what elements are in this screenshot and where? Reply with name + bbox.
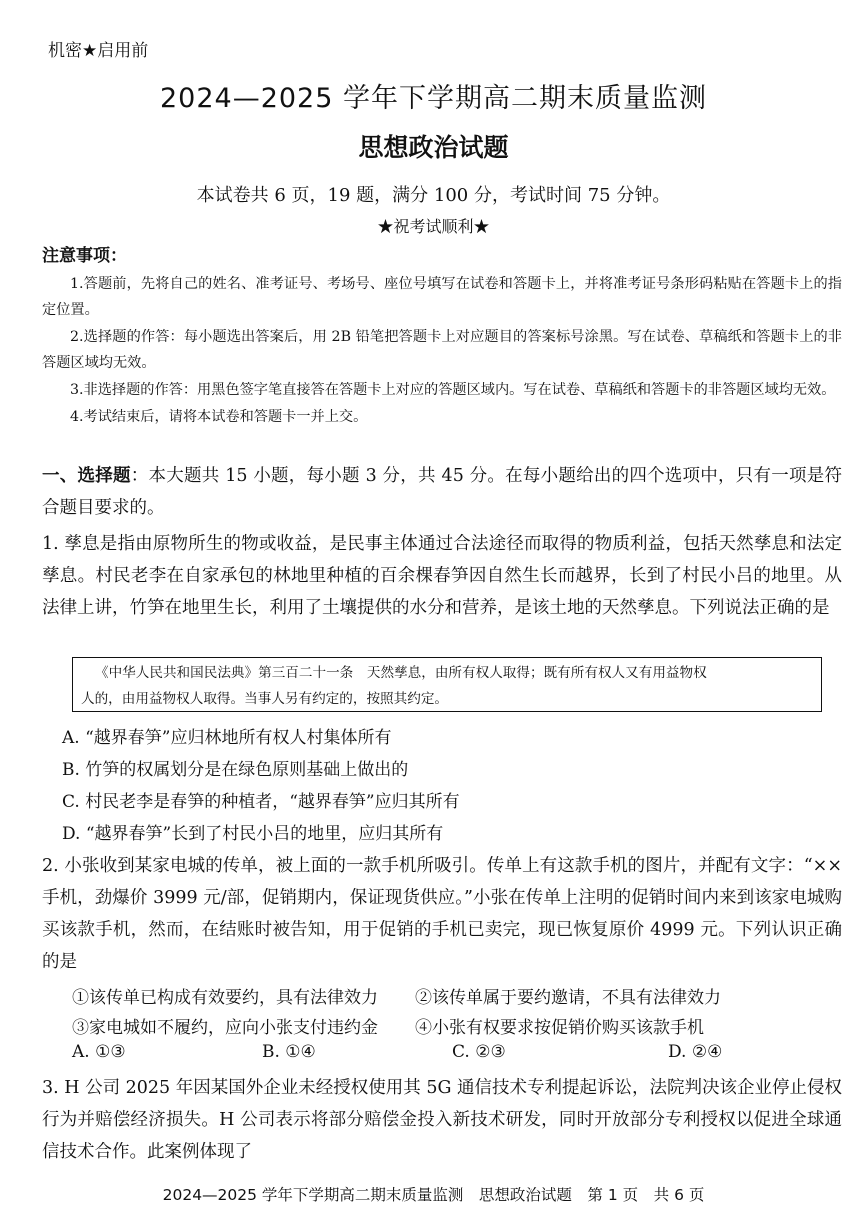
question-1-stem: 1. 孳息是指由原物所生的物或收益，是民事主体通过合法途径而取得的物质利益，包括天然孳息和法定孳息。村民老李在自家承包的林地里种植的百余棵春笋因自然生长而越界，长到了村民小吕的地里。从法律上讲，竹笋在地里生长，利用了土壤提供的水分和营养，是该土地的天然孳息。下列说法正确的是 <box>42 534 842 618</box>
q1-option-d: D. “越界春笋”长到了村民小吕的地里，应归其所有 <box>62 824 444 844</box>
q2-statement-4: ④小张有权要求按促销价购买该款手机 <box>415 1018 704 1038</box>
good-luck-text: ★祝考试顺利★ <box>377 217 490 236</box>
notice-item: 3.非选择题的作答：用黑色签字笔直接答在答题卡上对应的答题区域内。写在试卷、草稿纸和答题卡的非答题区域均无效。 <box>70 382 836 398</box>
secret-label: 机密★启用前 <box>48 41 149 61</box>
notice-list <box>42 271 842 431</box>
q1-option-c: C. 村民老李是春笋的种植者，“越界春笋”应归其所有 <box>62 792 460 812</box>
question-2-stem: 2. 小张收到某家电城的传单，被上面的一款手机所吸引。传单上有这款手机的图片，并配有文字：“××手机，劲爆价 3999 元/部，促销期内，保证现货供应。”小张在传单上注明的促销时间内来到该家电城购买该款手机，然而，在结账时被告知，用于促销的手机已卖完，现已恢复原价 4999 元。下列认识正确的是 <box>42 856 842 972</box>
notice-item: 4.考试结束后，请将本试卷和答题卡一并上交。 <box>70 409 368 425</box>
page-footer: 2024—2025 学年下学期高二期末质量监测 思想政治试题 第 1 页 共 6 页 <box>162 1186 705 1204</box>
notice-item: 2.选择题的作答：每小题选出答案后，用 2B 铅笔把答题卡上对应题目的答案标号涂黑。写在试卷、草稿纸和答题卡上的非答题区域均无效。 <box>42 329 842 371</box>
subject-title: 思想政治试题 <box>358 133 509 162</box>
q2-statement-1: ①该传单已构成有效要约，具有法律效力 <box>72 988 378 1008</box>
exam-info: 本试卷共 6 页，19 题，满分 100 分，考试时间 75 分钟。 <box>196 185 671 206</box>
q2-option-a: A. ①③ <box>72 1042 126 1062</box>
notice-title: 注意事项： <box>42 246 127 266</box>
exam-title: 2024—2025 学年下学期高二期末质量监测 <box>159 83 707 114</box>
law-excerpt-box <box>72 657 822 712</box>
law-excerpt-line: 人的，由用益物权人取得。当事人另有约定的，按照其约定。 <box>81 691 449 707</box>
q2-statement-3: ③家电城如不履约，应向小张支付违约金 <box>72 1018 378 1038</box>
q2-statement-2: ②该传单属于要约邀请，不具有法律效力 <box>415 988 721 1008</box>
question-3-stem: 3. H 公司 2025 年因某国外企业未经授权使用其 5G 通信技术专利提起诉讼，法院判决该企业停止侵权行为并赔偿经济损失。H 公司表示将部分赔偿金投入新技术研发，同时开放部分专利授权以促进全球通信技术合作。此案例体现了 <box>42 1078 842 1162</box>
q2-option-d: D. ②④ <box>668 1042 723 1062</box>
q1-option-a: A. “越界春笋”应归林地所有权人村集体所有 <box>62 728 392 748</box>
q2-option-c: C. ②③ <box>452 1042 506 1062</box>
section-label: 一、选择题 <box>42 466 131 486</box>
q2-option-b: B. ①④ <box>262 1042 316 1062</box>
section-instructions <box>42 460 842 524</box>
law-excerpt-line: 《中华人民共和国民法典》第三百二十一条 天然孳息，由所有权人取得；既有所有权人又有用益物权 <box>95 665 707 681</box>
section-text: ：本大题共 15 小题，每小题 3 分，共 45 分。在每小题给出的四个选项中，只有一项是符合题目要求的。 <box>42 466 842 518</box>
q1-option-b: B. 竹笋的权属划分是在绿色原则基础上做出的 <box>62 760 409 780</box>
notice-item: 1.答题前，先将自己的姓名、准考证号、考场号、座位号填写在试卷和答题卡上，并将准考证号条形码粘贴在答题卡上的指定位置。 <box>42 276 842 318</box>
